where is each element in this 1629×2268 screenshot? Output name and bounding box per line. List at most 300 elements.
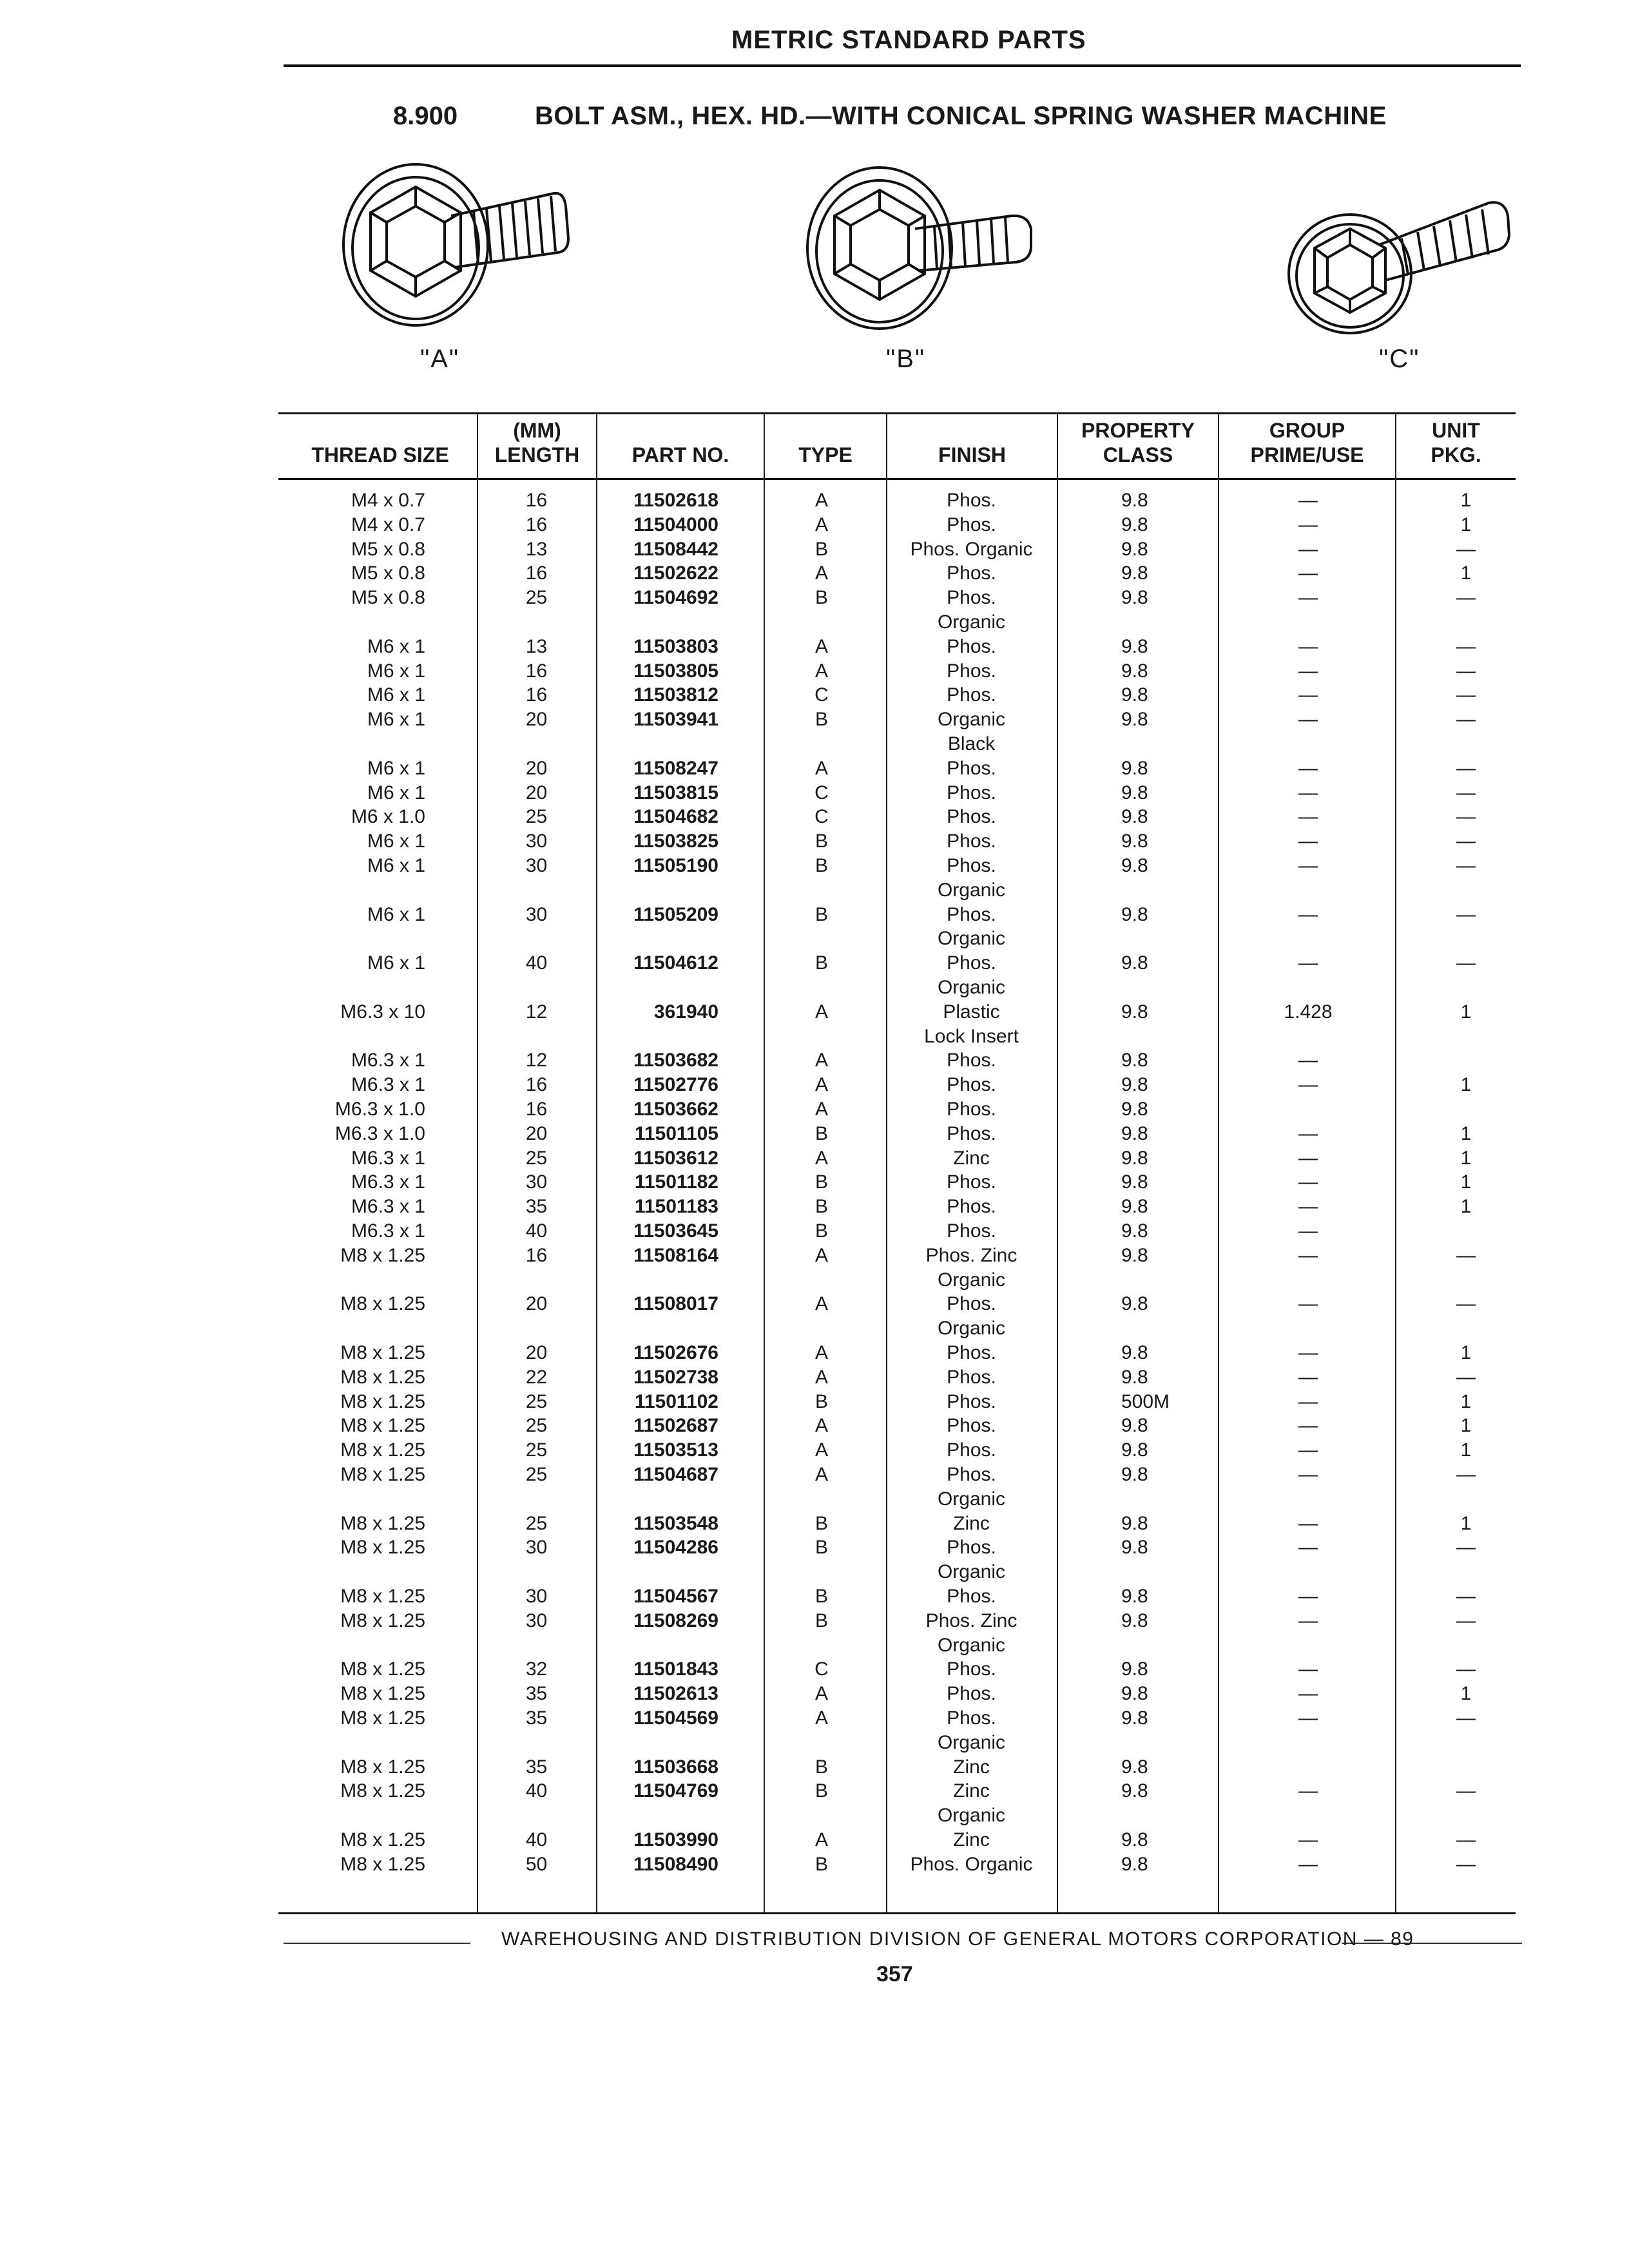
type-cell: C — [815, 1658, 829, 1680]
property-class-cell: 9.8 — [1121, 636, 1148, 657]
table-row — [0, 1292, 1629, 1316]
header-unit-line2: PKG. — [1431, 443, 1481, 466]
group-cell: — — [1298, 1464, 1318, 1485]
group-cell: — — [1298, 831, 1318, 852]
property-class-cell: 9.8 — [1121, 539, 1148, 560]
thread-size-cell: M6 x 1 — [367, 782, 425, 803]
type-cell: A — [815, 514, 828, 535]
type-cell: A — [815, 1683, 828, 1704]
unit-pkg-cell: 1 — [1460, 490, 1472, 511]
part-number-cell: 11501182 — [634, 1171, 718, 1193]
finish-cell: Phos. — [947, 855, 996, 876]
thread-size-cell: M8 x 1.25 — [340, 1658, 425, 1680]
unit-pkg-cell: — — [1456, 1586, 1476, 1607]
table-header-rule — [278, 478, 1516, 480]
type-cell: A — [815, 1367, 828, 1388]
length-cell: 16 — [525, 490, 548, 511]
length-cell: 20 — [525, 709, 548, 730]
property-class-cell: 9.8 — [1121, 952, 1148, 974]
thread-size-cell: M8 x 1.25 — [340, 1415, 425, 1436]
property-class-cell: 9.8 — [1121, 1415, 1148, 1436]
property-class-cell: 500M — [1121, 1391, 1170, 1412]
length-cell: 13 — [525, 636, 548, 657]
length-cell: 16 — [525, 660, 548, 682]
table-row — [0, 1852, 1629, 1877]
part-number-cell: 11503668 — [633, 1756, 718, 1778]
table-row — [0, 1512, 1629, 1536]
part-number-cell: 11503612 — [633, 1148, 718, 1169]
property-class-cell: 9.8 — [1121, 1658, 1148, 1680]
unit-pkg-cell: — — [1456, 1854, 1476, 1875]
part-number-cell: 11501183 — [634, 1196, 718, 1217]
part-number-cell: 11503815 — [633, 782, 718, 803]
type-cell: A — [815, 1293, 828, 1314]
table-row — [0, 1195, 1629, 1219]
thread-size-cell: M6 x 1 — [367, 660, 425, 682]
table-row — [0, 1341, 1629, 1365]
thread-size-cell: M8 x 1.25 — [340, 1391, 425, 1412]
finish-cell: Phos. — [947, 904, 996, 925]
unit-pkg-cell: 1 — [1460, 1513, 1472, 1534]
part-number-cell: 11508247 — [633, 758, 718, 779]
property-class-cell: 9.8 — [1121, 1829, 1148, 1850]
part-number-cell: 11502676 — [633, 1342, 718, 1363]
finish-cell: Organic — [937, 709, 1006, 730]
property-class-cell: 9.8 — [1121, 782, 1148, 803]
finish-cell: Phos. — [947, 1074, 996, 1095]
type-cell: B — [815, 1610, 828, 1631]
part-number-cell: 11508017 — [633, 1293, 718, 1314]
finish-cell: Phos. — [947, 758, 996, 779]
section-title: BOLT ASM., HEX. HD.—WITH CONICAL SPRING WASHER MACHINE — [535, 102, 1387, 130]
type-cell: A — [815, 758, 828, 779]
unit-pkg-cell: 1 — [1460, 1439, 1472, 1461]
finish-cell: Organic — [937, 1805, 1006, 1826]
unit-pkg-cell: 1 — [1460, 1196, 1472, 1217]
length-cell: 40 — [525, 1829, 548, 1850]
thread-size-cell: M6.3 x 1 — [351, 1074, 425, 1095]
length-cell: 40 — [525, 952, 548, 974]
property-class-cell: 9.8 — [1121, 1513, 1148, 1534]
table-row — [0, 1146, 1629, 1171]
finish-cell: Phos. Zinc — [925, 1245, 1017, 1266]
finish-cell: Phos. — [947, 1391, 996, 1412]
finish-cell: Phos. Zinc — [925, 1610, 1017, 1631]
header-group-line1: GROUP — [1269, 419, 1345, 442]
unit-pkg-cell: 1 — [1460, 1171, 1472, 1193]
thread-size-cell: M6.3 x 1 — [351, 1171, 425, 1193]
unit-pkg-cell: — — [1456, 1367, 1476, 1388]
table-bottom-rule — [278, 1912, 1516, 1914]
finish-cell: Phos. — [947, 490, 996, 511]
property-class-cell: 9.8 — [1121, 806, 1148, 827]
property-class-cell: 9.8 — [1121, 1537, 1148, 1558]
length-cell: 40 — [525, 1220, 548, 1242]
finish-cell: Phos. — [947, 1196, 996, 1217]
part-number-cell: 11504000 — [633, 514, 718, 535]
thread-size-cell: M6 x 1.0 — [351, 806, 425, 827]
finish-cell: Phos. — [947, 952, 996, 974]
table-row — [0, 1463, 1629, 1487]
part-number-cell: 11503682 — [633, 1050, 718, 1071]
type-cell: C — [815, 684, 829, 706]
length-cell: 25 — [525, 1415, 548, 1436]
finish-cell: Phos. — [947, 1658, 996, 1680]
finish-cell: Phos. — [947, 636, 996, 657]
unit-pkg-cell: — — [1456, 660, 1476, 682]
finish-cell: Phos. — [947, 1707, 996, 1729]
group-cell: — — [1298, 806, 1318, 827]
unit-pkg-cell: — — [1456, 1707, 1476, 1729]
part-number-cell: 11501102 — [634, 1391, 718, 1412]
thread-size-cell: M8 x 1.25 — [340, 1586, 425, 1607]
table-row — [0, 951, 1629, 975]
bolt-illustration-c — [1282, 190, 1514, 338]
finish-cell: Phos. Organic — [910, 1854, 1033, 1875]
property-class-cell: 9.8 — [1121, 1196, 1148, 1217]
part-number-cell: 11502618 — [633, 490, 718, 511]
part-number-cell: 11502622 — [633, 562, 718, 584]
finish-cell: Phos. — [947, 1537, 996, 1558]
group-cell: — — [1298, 1148, 1318, 1169]
finish-cell: Phos. — [947, 806, 996, 827]
length-cell: 30 — [525, 904, 548, 925]
unit-pkg-cell: 1 — [1460, 1123, 1472, 1144]
type-cell: A — [815, 1245, 828, 1266]
part-number-cell: 11505190 — [633, 855, 718, 876]
finish-cell: Zinc — [953, 1780, 990, 1802]
finish-cell: Phos. — [947, 1171, 996, 1193]
finish-cell: Organic — [937, 1561, 1006, 1582]
type-cell: B — [815, 1756, 828, 1778]
thread-size-cell: M6 x 1 — [367, 709, 425, 730]
table-top-rule — [278, 412, 1516, 414]
property-class-cell: 9.8 — [1121, 1245, 1148, 1266]
table-row — [0, 1365, 1629, 1390]
type-cell: B — [815, 831, 828, 852]
table-row — [0, 1316, 1629, 1341]
type-cell: B — [815, 1780, 828, 1802]
header-part-no: PART NO. — [631, 443, 729, 466]
length-cell: 30 — [525, 855, 548, 876]
type-cell: A — [815, 1099, 828, 1120]
type-cell: B — [815, 1123, 828, 1144]
property-class-cell: 9.8 — [1121, 1148, 1148, 1169]
header-group-line2: PRIME/USE — [1250, 443, 1364, 466]
length-cell: 30 — [525, 1586, 548, 1607]
unit-pkg-cell: 1 — [1460, 562, 1472, 584]
thread-size-cell: M8 x 1.25 — [340, 1610, 425, 1631]
thread-size-cell: M8 x 1.25 — [340, 1537, 425, 1558]
table-row — [0, 1097, 1629, 1122]
table-row — [0, 1390, 1629, 1414]
property-class-cell: 9.8 — [1121, 490, 1148, 511]
table-row — [0, 1633, 1629, 1658]
group-cell: — — [1298, 1537, 1318, 1558]
length-cell: 30 — [525, 1610, 548, 1631]
unit-pkg-cell: 1 — [1460, 1683, 1472, 1704]
thread-size-cell: M8 x 1.25 — [340, 1854, 425, 1875]
finish-cell: Phos. — [947, 587, 996, 608]
unit-pkg-cell: 1 — [1460, 1148, 1472, 1169]
table-row — [0, 610, 1629, 635]
type-cell: B — [815, 709, 828, 730]
group-cell: — — [1298, 904, 1318, 925]
finish-cell: Organic — [937, 977, 1006, 998]
property-class-cell: 9.8 — [1121, 1610, 1148, 1631]
group-cell: — — [1298, 758, 1318, 779]
part-number-cell: 11503662 — [633, 1099, 718, 1120]
thread-size-cell: M8 x 1.25 — [340, 1683, 425, 1704]
table-row — [0, 975, 1629, 1000]
length-cell: 35 — [525, 1196, 548, 1217]
thread-size-cell: M8 x 1.25 — [340, 1756, 425, 1778]
unit-pkg-cell: — — [1456, 806, 1476, 827]
illustration-b-label: "B" — [886, 345, 926, 373]
table-row — [0, 707, 1629, 732]
group-cell: — — [1298, 1123, 1318, 1144]
group-cell: — — [1298, 1171, 1318, 1193]
part-number-cell: 11502776 — [633, 1074, 718, 1095]
length-cell: 20 — [525, 758, 548, 779]
group-cell: — — [1298, 1367, 1318, 1388]
unit-pkg-cell: 1 — [1460, 1342, 1472, 1363]
part-number-cell: 11504612 — [633, 952, 718, 974]
part-number-cell: 11503805 — [633, 660, 718, 682]
finish-cell: Phos. — [947, 1464, 996, 1485]
type-cell: A — [815, 1415, 828, 1436]
table-row — [0, 1048, 1629, 1073]
finish-cell: Phos. — [947, 1683, 996, 1704]
length-cell: 30 — [525, 1537, 548, 1558]
table-row — [0, 1219, 1629, 1244]
table-row — [0, 1170, 1629, 1195]
finish-cell: Phos. — [947, 1586, 996, 1607]
type-cell: C — [815, 782, 829, 803]
group-cell: — — [1298, 1245, 1318, 1266]
part-number-cell: 11504286 — [633, 1537, 718, 1558]
group-cell: — — [1298, 1780, 1318, 1802]
finish-cell: Phos. — [947, 1099, 996, 1120]
table-row — [0, 903, 1629, 927]
thread-size-cell: M8 x 1.25 — [340, 1464, 425, 1485]
property-class-cell: 9.8 — [1121, 1342, 1148, 1363]
unit-pkg-cell: — — [1456, 684, 1476, 706]
finish-cell: Organic — [937, 1318, 1006, 1339]
header-length-line1: (MM) — [513, 419, 561, 442]
header-property-line1: PROPERTY — [1081, 419, 1195, 442]
finish-cell: Organic — [937, 879, 1006, 901]
part-number-cell: 11504769 — [633, 1780, 718, 1802]
part-number-cell: 11508442 — [633, 539, 718, 560]
property-class-cell: 9.8 — [1121, 1123, 1148, 1144]
type-cell: A — [815, 1050, 828, 1071]
header-thread-size: THREAD SIZE — [311, 443, 449, 466]
finish-cell: Plastic — [943, 1001, 1000, 1023]
type-cell: B — [815, 1513, 828, 1534]
unit-pkg-cell: — — [1456, 758, 1476, 779]
finish-cell: Organic — [937, 611, 1006, 633]
finish-cell: Zinc — [953, 1513, 990, 1534]
unit-pkg-cell: — — [1456, 1464, 1476, 1485]
unit-pkg-cell: 1 — [1460, 514, 1472, 535]
unit-pkg-cell: 1 — [1460, 1415, 1472, 1436]
property-class-cell: 9.8 — [1121, 1293, 1148, 1314]
type-cell: A — [815, 1148, 828, 1169]
unit-pkg-cell: — — [1456, 952, 1476, 974]
length-cell: 16 — [525, 1099, 548, 1120]
table-row — [0, 781, 1629, 805]
length-cell: 40 — [525, 1780, 548, 1802]
property-class-cell: 9.8 — [1121, 1099, 1148, 1120]
part-number-cell: 11503548 — [633, 1513, 718, 1534]
length-cell: 12 — [525, 1050, 548, 1071]
finish-cell: Phos. — [947, 782, 996, 803]
table-row — [0, 1414, 1629, 1438]
thread-size-cell: M4 x 0.7 — [351, 514, 425, 535]
finish-cell: Phos. — [947, 1050, 996, 1071]
unit-pkg-cell: 1 — [1460, 1074, 1472, 1095]
unit-pkg-cell: — — [1456, 855, 1476, 876]
property-class-cell: 9.8 — [1121, 684, 1148, 706]
group-cell: — — [1298, 490, 1318, 511]
table-row — [0, 635, 1629, 659]
table-row — [0, 1682, 1629, 1706]
group-cell: — — [1298, 1854, 1318, 1875]
table-row — [0, 927, 1629, 951]
thread-size-cell: M6 x 1 — [367, 636, 425, 657]
type-cell: B — [815, 1220, 828, 1242]
part-number-cell: 11504692 — [633, 587, 718, 608]
thread-size-cell: M8 x 1.25 — [340, 1513, 425, 1534]
part-number-cell: 11503645 — [633, 1220, 718, 1242]
length-cell: 20 — [525, 1123, 548, 1144]
group-cell: — — [1298, 1074, 1318, 1095]
table-row — [0, 1244, 1629, 1268]
thread-size-cell: M6.3 x 1.0 — [334, 1123, 425, 1144]
part-number-cell: 11502687 — [633, 1415, 718, 1436]
finish-cell: Zinc — [953, 1829, 990, 1850]
part-number-cell: 11503941 — [633, 709, 718, 730]
length-cell: 30 — [525, 1171, 548, 1193]
length-cell: 16 — [525, 684, 548, 706]
type-cell: B — [815, 1391, 828, 1412]
finish-cell: Organic — [937, 928, 1006, 949]
length-cell: 16 — [525, 1245, 548, 1266]
type-cell: A — [815, 1439, 828, 1461]
header-unit-line1: UNIT — [1432, 419, 1480, 442]
group-cell: — — [1298, 1658, 1318, 1680]
type-cell: B — [815, 1586, 828, 1607]
unit-pkg-cell: — — [1456, 539, 1476, 560]
group-cell: — — [1298, 1342, 1318, 1363]
unit-pkg-cell: — — [1456, 904, 1476, 925]
finish-cell: Lock Insert — [924, 1026, 1019, 1047]
unit-pkg-cell: — — [1456, 1245, 1476, 1266]
group-cell: — — [1298, 1439, 1318, 1461]
part-number-cell: 361940 — [653, 1001, 718, 1023]
group-cell: — — [1298, 855, 1318, 876]
finish-cell: Organic — [937, 1732, 1006, 1753]
table-row — [0, 683, 1629, 707]
type-cell: B — [815, 855, 828, 876]
length-cell: 22 — [525, 1367, 548, 1388]
finish-cell: Phos. — [947, 1123, 996, 1144]
unit-pkg-cell: — — [1456, 831, 1476, 852]
page-header-title: METRIC STANDARD PARTS — [731, 26, 1086, 54]
unit-pkg-cell: — — [1456, 1780, 1476, 1802]
group-cell: — — [1298, 952, 1318, 974]
property-class-cell: 9.8 — [1121, 1001, 1148, 1023]
page-number: 357 — [876, 1962, 913, 1986]
footer-rule-left — [284, 1943, 470, 1944]
table-row — [0, 1706, 1629, 1731]
property-class-cell: 9.8 — [1121, 1220, 1148, 1242]
part-number-cell: 11503513 — [633, 1439, 718, 1461]
length-cell: 20 — [525, 1342, 548, 1363]
finish-cell: Phos. — [947, 1439, 996, 1461]
table-row — [0, 488, 1629, 513]
group-cell: 1.428 — [1284, 1001, 1333, 1023]
property-class-cell: 9.8 — [1121, 1683, 1148, 1704]
group-cell: — — [1298, 1196, 1318, 1217]
group-cell: — — [1298, 1586, 1318, 1607]
table-row — [0, 1268, 1629, 1293]
thread-size-cell: M6.3 x 1 — [351, 1196, 425, 1217]
thread-size-cell: M6.3 x 1 — [351, 1050, 425, 1071]
finish-cell: Phos. — [947, 1367, 996, 1388]
thread-size-cell: M5 x 0.8 — [351, 539, 425, 560]
finish-cell: Phos. Organic — [910, 539, 1033, 560]
finish-cell: Phos. — [947, 1415, 996, 1436]
type-cell: A — [815, 1707, 828, 1729]
thread-size-cell: M6 x 1 — [367, 831, 425, 852]
property-class-cell: 9.8 — [1121, 587, 1148, 608]
type-cell: A — [815, 490, 828, 511]
table-row — [0, 1000, 1629, 1024]
finish-cell: Phos. — [947, 514, 996, 535]
thread-size-cell: M6 x 1 — [367, 684, 425, 706]
thread-size-cell: M6.3 x 10 — [340, 1001, 425, 1023]
property-class-cell: 9.8 — [1121, 1439, 1148, 1461]
part-number-cell: 11502613 — [633, 1683, 718, 1704]
part-number-cell: 11505209 — [633, 904, 718, 925]
part-number-cell: 11508269 — [633, 1610, 718, 1631]
length-cell: 16 — [525, 514, 548, 535]
unit-pkg-cell: — — [1456, 1537, 1476, 1558]
table-row — [0, 1657, 1629, 1682]
property-class-cell: 9.8 — [1121, 1586, 1148, 1607]
finish-cell: Organic — [937, 1269, 1006, 1291]
length-cell: 25 — [525, 1439, 548, 1461]
finish-cell: Zinc — [953, 1148, 990, 1169]
property-class-cell: 9.8 — [1121, 1707, 1148, 1729]
table-row — [0, 1535, 1629, 1560]
table-row — [0, 829, 1629, 854]
unit-pkg-cell: — — [1456, 636, 1476, 657]
group-cell: — — [1298, 636, 1318, 657]
thread-size-cell: M8 x 1.25 — [340, 1439, 425, 1461]
length-cell: 16 — [525, 562, 548, 584]
table-row — [0, 1609, 1629, 1633]
header-rule — [284, 64, 1521, 67]
length-cell: 16 — [525, 1074, 548, 1095]
length-cell: 35 — [525, 1707, 548, 1729]
table-row — [0, 1584, 1629, 1609]
group-cell: — — [1298, 1707, 1318, 1729]
type-cell: A — [815, 660, 828, 682]
thread-size-cell: M6.3 x 1.0 — [334, 1099, 425, 1120]
